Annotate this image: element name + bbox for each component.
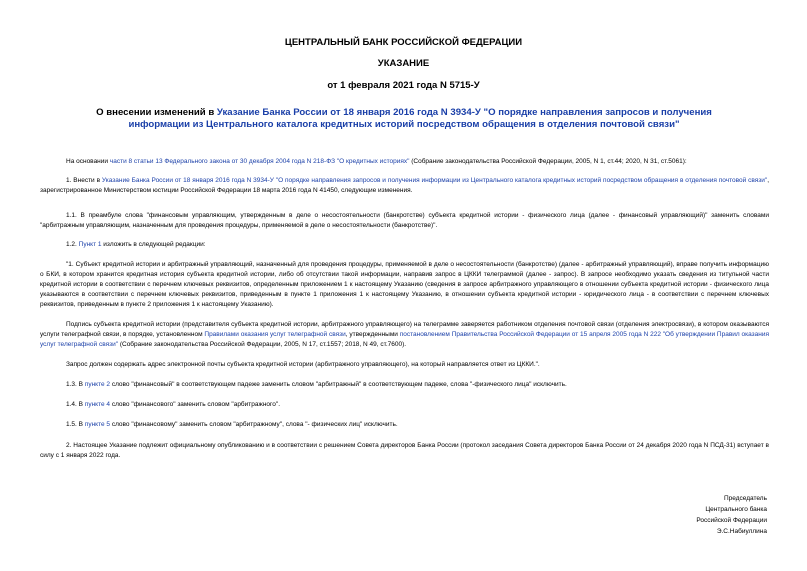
clause-2-link[interactable]: пункте 2 <box>84 381 111 388</box>
title-prefix: О внесении изменений в <box>96 107 217 118</box>
telegraph-rules-link[interactable]: Правилами оказания услуг телеграфной связи <box>204 331 346 338</box>
p1-4-text-2: слово "финансового" заменить словом "арбитражного". <box>110 401 280 408</box>
p1-3-text-2: слово "финансовый" в соответствующем падеже заменить словом "арбитражный" в соответствующем падеже, слова "-физического лица" исключить. <box>110 381 567 388</box>
p1-4-text-1: 1.4. В <box>66 401 85 408</box>
signatory-org: Центрального банка <box>705 506 767 513</box>
title-link[interactable]: Указание Банка России от 18 января 2016 года N 3934-У "О порядке направления запросов и получения информации из Центрального каталога кредитных историй посредством обращения в отделения почтовой связи" <box>128 107 712 130</box>
federal-law-link[interactable]: части 8 статьи 13 Федерального закона от 30 декабря 2004 года N 218-ФЗ "О кредитных историях" <box>109 158 410 165</box>
p1-2-text-2: изложить в следующей редакции: <box>101 241 206 248</box>
paragraph-1 <box>40 176 769 196</box>
government-resolution-link[interactable]: постановлением Правительства Российской Федерации от 15 апреля 2005 года N 222 "Об утверждении Правил оказания услуг телеграфной связи" <box>40 331 770 348</box>
paragraph-signature-rules <box>40 320 769 350</box>
basis-text-2: (Собрание законодательства Российской Федерации, 2005, N 1, ст.44; 2020, N 31, ст.5061): <box>409 158 687 165</box>
paragraph-2: 2. Настоящее Указание подлежит официальному опубликованию и в соответствии с решением Совета директоров Банка России (протокол заседания Совета директоров Банка России от 24 декабря 2020 года N ПСД-31) вступает в силу с 1 января 2022 года. <box>40 442 769 459</box>
paragraph-1-3 <box>40 380 769 390</box>
p1-2-text-1: 1.2. <box>66 241 79 248</box>
paragraph-1-5 <box>40 420 769 430</box>
paragraph-quote: "1. Субъект кредитной истории и арбитражный управляющий, назначенный для проведения процедуры, применяемой в деле о несостоятельности (банкротстве) (далее - арбитражный управляющий), вправе получить информацию о БКИ, в котором хранится кредитная история субъекта кредитной истории, либо об отсутствии такой информации, направив запрос в ЦККИ телеграммой (далее - запрос). В запросе необходимо указать сведения из титульной части кредитной истории в соответствии с перечнем ключевых реквизитов, определенным приложением 1 к настоящему Указанию (сведения в запросе арбитражного управляющего в отношении субъекта кредитной истории - физического лица указываются в соответствии с перечнем ключевых реквизитов, приведенным в пункте 1 приложения 1 к настоящему Указанию, в отношении субъекта кредитной истории - юридического лица - в соответствии с перечнем ключевых реквизитов, приведенным в пункте 2 приложения 1 к настоящему Указанию). <box>40 261 769 308</box>
basis-text-1: На основании <box>66 158 110 165</box>
p1-5-text-2: слово "финансовому" заменить словом "арбитражному", слова "- физических лиц" исключить. <box>110 421 398 428</box>
p1-text-1: 1. Внести в <box>66 177 102 184</box>
sign-text-2: , утвержденными <box>345 331 400 338</box>
sign-text-1: Подпись субъекта кредитной истории (представителя субъекта кредитной истории, арбитражного управляющего) на телеграмме заверяется работником отделения почтовой связи (отделения электросвязи), в котором оказываются услуги телеграфной связи, в порядке, установленном <box>40 321 769 338</box>
signatory-name: Э.С.Набиуллина <box>716 528 767 535</box>
paragraph-1-2 <box>40 240 769 250</box>
p1-5-text-1: 1.5. В <box>66 421 85 428</box>
signature-block <box>567 493 767 537</box>
clause-5-link[interactable]: пункте 5 <box>84 421 111 428</box>
clause-1-link[interactable]: Пункт 1 <box>78 241 102 248</box>
document-title <box>70 107 738 131</box>
amended-directive-link[interactable]: Указание Банка России от 18 января 2016 года N 3934-У "О порядке направления запросов и получения информации из Центрального каталога кредитных историй посредством обращения в отделения почтовой связи" <box>101 177 768 184</box>
signatory-title: Председатель <box>723 495 767 502</box>
p1-3-text-1: 1.3. В <box>66 381 85 388</box>
p1-text-2: , зарегистрированное Министерством юстиции Российской Федерации 18 марта 2016 года N 41450, следующие изменения. <box>40 177 769 194</box>
document-type: УКАЗАНИЕ <box>377 58 430 69</box>
paragraph-basis <box>40 157 769 167</box>
document-date: от 1 февраля 2021 года N 5715-У <box>327 80 480 91</box>
signatory-country: Российской Федерации <box>696 517 767 524</box>
paragraph-1-4 <box>40 400 769 410</box>
paragraph-1-1: 1.1. В преамбуле слова "финансовым управляющим, утвержденным в деле о несостоятельности (банкротстве) субъекта кредитной истории - физического лица (далее - финансовый управляющий)" заменить словами "арбитражным управляющим, назначенным для проведения процедуры, применяемой в деле о несостоятельности (банкротстве)". <box>40 212 769 229</box>
issuer-heading: ЦЕНТРАЛЬНЫЙ БАНК РОССИЙСКОЙ ФЕДЕРАЦИИ <box>284 37 523 48</box>
sign-text-3: (Собрание законодательства Российской Федерации, 2005, N 17, ст.1557; 2018, N 49, ст.7600). <box>118 341 407 348</box>
paragraph-email: Запрос должен содержать адрес электронной почты субъекта кредитной истории (арбитражного управляющего), на который направляется ответ из ЦККИ.". <box>66 361 540 368</box>
clause-4-link[interactable]: пункте 4 <box>84 401 111 408</box>
